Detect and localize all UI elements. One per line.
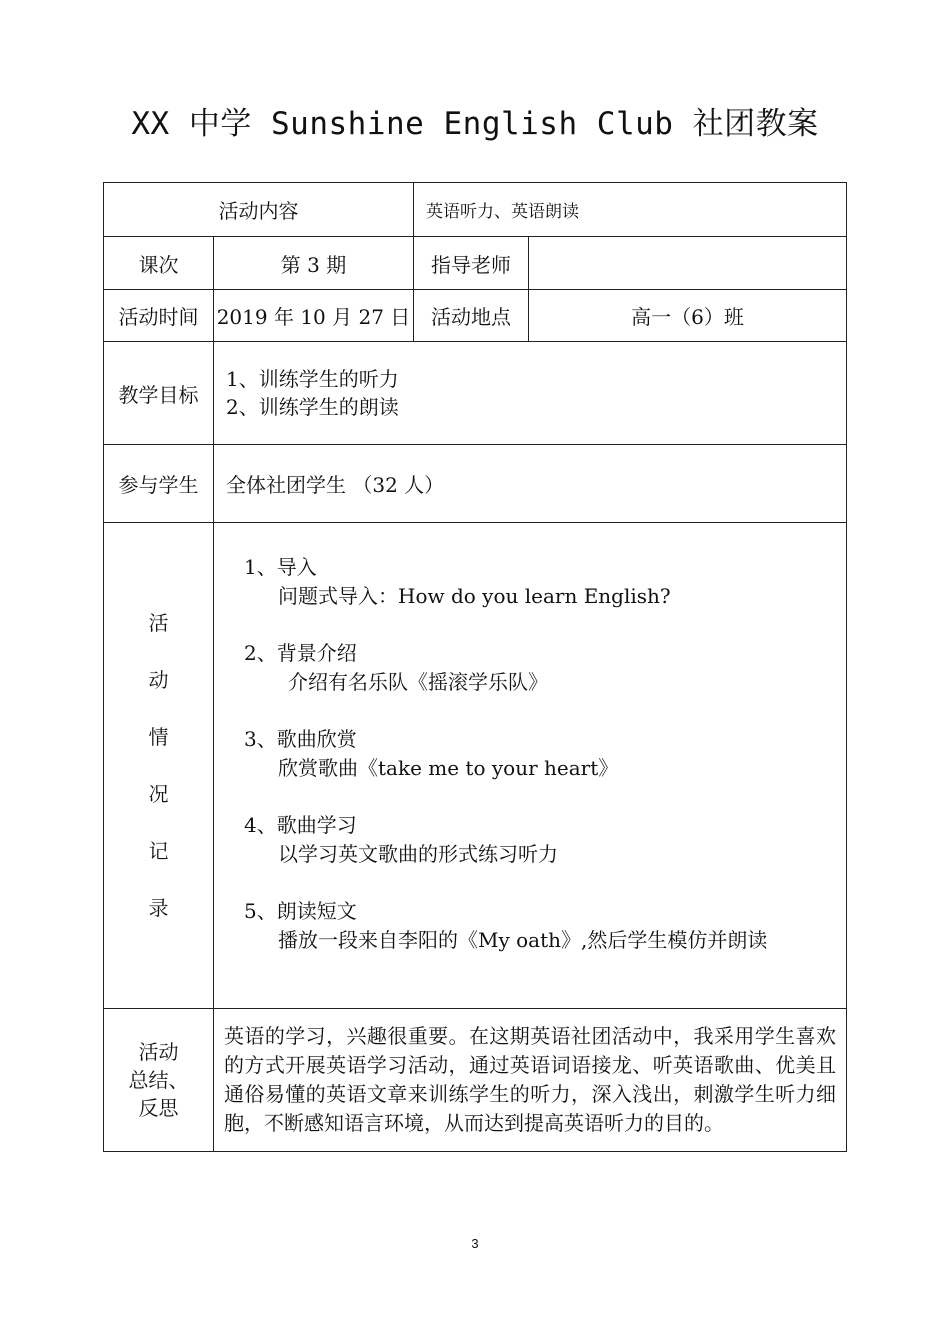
summary-text: 英语的学习，兴趣很重要。在这期英语社团活动中，我采用学生喜欢的方式开展英语学习活动，通过英语词语接龙、听英语歌曲、优美且通俗易懂的英语文章来训练学生的听力，深入浅出，刺激学生听力细胞，不断感知语言环境，从而达到提高英语听力的目的。 bbox=[214, 1009, 847, 1152]
document-title: XX 中学 Sunshine English Club 社团教案 bbox=[131, 106, 819, 142]
row-activities bbox=[104, 523, 847, 1009]
place-label: 活动地点 bbox=[414, 290, 529, 342]
row-time-place bbox=[104, 290, 847, 342]
students-label: 参与学生 bbox=[104, 445, 214, 523]
summary-label bbox=[104, 1009, 214, 1152]
activity-item bbox=[244, 811, 846, 869]
activity-heading: 2、背景介绍 bbox=[244, 641, 357, 665]
page-number: 3 bbox=[471, 1236, 479, 1251]
activity-detail: 问题式导入：How do you learn English? bbox=[278, 584, 671, 608]
session-label: 课次 bbox=[104, 237, 214, 290]
activities-list bbox=[214, 523, 847, 1009]
goal-item: 2、训练学生的朗读 bbox=[226, 395, 399, 419]
goals-label: 教学目标 bbox=[104, 342, 214, 445]
activities-label-char: 动 bbox=[148, 667, 169, 692]
activities-label-char: 记 bbox=[148, 838, 169, 863]
activity-content-value: 英语听力、英语朗读 bbox=[414, 183, 847, 237]
row-summary bbox=[104, 1009, 847, 1152]
activity-heading: 1、导入 bbox=[244, 555, 317, 579]
teacher-value bbox=[529, 237, 847, 290]
activity-item bbox=[244, 639, 846, 697]
activities-label-char: 情 bbox=[148, 724, 169, 749]
activity-heading: 5、朗读短文 bbox=[244, 899, 357, 923]
activity-heading: 4、歌曲学习 bbox=[244, 813, 357, 837]
students-value: 全体社团学生 （32 人） bbox=[214, 445, 847, 523]
row-session bbox=[104, 237, 847, 290]
activity-item bbox=[244, 553, 846, 611]
lesson-plan-table bbox=[103, 182, 847, 1152]
activities-label-char: 录 bbox=[148, 895, 169, 920]
row-activity-content bbox=[104, 183, 847, 237]
time-value: 2019 年 10 月 27 日 bbox=[214, 290, 414, 342]
activity-detail: 以学习英文歌曲的形式练习听力 bbox=[278, 842, 558, 866]
time-label: 活动时间 bbox=[104, 290, 214, 342]
row-students bbox=[104, 445, 847, 523]
teacher-label: 指导老师 bbox=[414, 237, 529, 290]
activity-item bbox=[244, 725, 846, 783]
summary-label-line: 总结、 bbox=[128, 1068, 189, 1092]
activity-detail: 欣赏歌曲《take me to your heart》 bbox=[278, 756, 619, 780]
summary-label-line: 活动 bbox=[138, 1040, 179, 1064]
activity-heading: 3、歌曲欣赏 bbox=[244, 727, 357, 751]
activities-label-char: 况 bbox=[148, 781, 169, 806]
summary-label-line: 反思 bbox=[138, 1096, 179, 1120]
activities-label bbox=[104, 523, 214, 1009]
activity-item bbox=[244, 897, 846, 955]
activity-detail: 播放一段来自李阳的《My oath》,然后学生模仿并朗读 bbox=[278, 928, 768, 952]
place-value: 高一（6）班 bbox=[529, 290, 847, 342]
goals-list bbox=[214, 342, 847, 445]
activity-detail: 介绍有名乐队《摇滚学乐队》 bbox=[288, 670, 548, 694]
activities-label-char: 活 bbox=[148, 610, 169, 635]
goal-item: 1、训练学生的听力 bbox=[226, 367, 399, 391]
session-value: 第 3 期 bbox=[214, 237, 414, 290]
row-goals bbox=[104, 342, 847, 445]
activity-content-label: 活动内容 bbox=[104, 183, 414, 237]
